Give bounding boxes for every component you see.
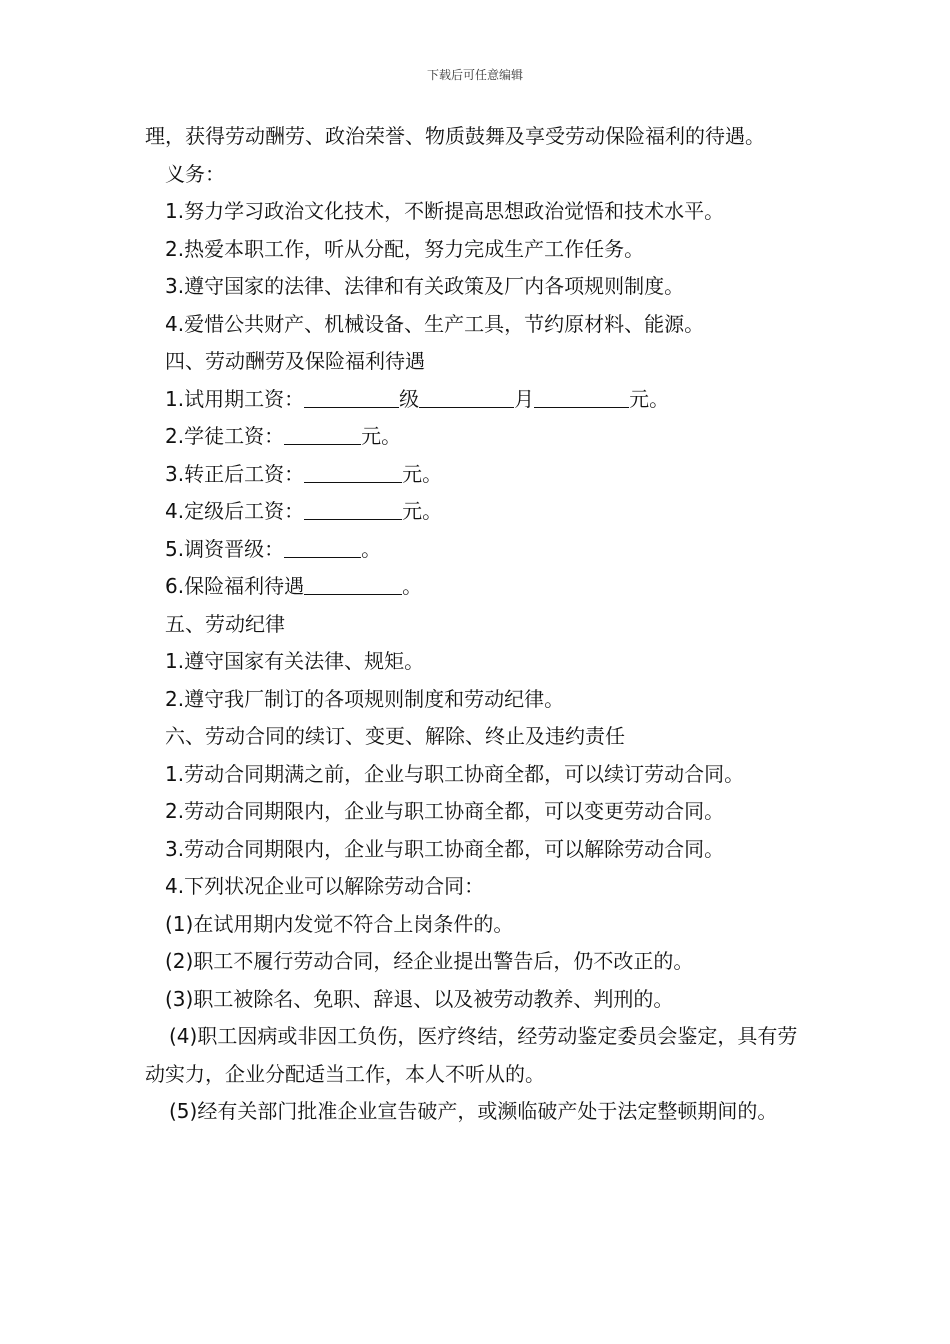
- wage-item-1-month: 月: [514, 386, 535, 411]
- document-body: [145, 118, 810, 1131]
- termination-case-3: (3)职工被除名、免职、辞退、以及被劳动教养、判刑的。: [165, 986, 674, 1011]
- fill-blank[interactable]: [304, 499, 402, 520]
- fill-blank[interactable]: [534, 387, 629, 408]
- section-heading-5: 五、劳动纪律: [165, 611, 285, 636]
- wage-item-5: [145, 531, 810, 569]
- discipline-item-2: 2.遵守我厂制订的各项规则制度和劳动纪律。: [165, 686, 565, 711]
- termination-case-2: (2)职工不履行劳动合同，经企业提出警告后，仍不改正的。: [165, 949, 694, 973]
- wage-item-5-label: 5.调资晋级：: [165, 536, 285, 561]
- obligation-item-4: 4.爱惜公共财产、机械设备、生产工具，节约原材料、能源。: [165, 311, 705, 336]
- wage-item-3-label: 3.转正后工资：: [165, 461, 305, 486]
- fill-blank[interactable]: [284, 424, 361, 445]
- contract-item-2: 2.劳动合同期限内，企业与职工协商全都，可以变更劳动合同。: [165, 799, 725, 823]
- wage-item-1-label: 1.试用期工资：: [165, 386, 305, 411]
- wage-item-2-label: 2.学徒工资：: [165, 424, 285, 448]
- wage-item-1: [145, 381, 810, 419]
- termination-case-1: (1)在试用期内发觉不符合上岗条件的。: [165, 911, 514, 936]
- termination-case-5: (5)经有关部门批准企业宣告破产，或濒临破产处于法定整顿期间的。: [169, 1099, 778, 1123]
- contract-item-3: 3.劳动合同期限内，企业与职工协商全都，可以解除劳动合同。: [165, 836, 725, 861]
- wage-item-4: [145, 493, 810, 531]
- heading-obligations: 义务：: [165, 161, 225, 186]
- obligation-item-2: 2.热爱本职工作，听从分配，努力完成生产工作任务。: [165, 236, 645, 261]
- fill-blank[interactable]: [304, 574, 402, 595]
- wage-item-4-unit: 元。: [402, 499, 443, 523]
- wage-item-6-label: 6.保险福利待遇: [165, 574, 305, 598]
- wage-item-1-unit: 元。: [629, 386, 670, 411]
- contract-item-4: 4.下列状况企业可以解除劳动合同：: [165, 874, 485, 898]
- wage-item-1-level: 级: [399, 386, 420, 411]
- obligation-item-3: 3.遵守国家的法律、法律和有关政策及厂内各项规则制度。: [165, 274, 685, 298]
- wage-item-5-end: 。: [361, 536, 382, 561]
- section-heading-6: 六、劳动合同的续订、变更、解除、终止及违约责任: [165, 724, 625, 748]
- fill-blank[interactable]: [304, 462, 402, 483]
- fill-blank[interactable]: [304, 387, 399, 408]
- fill-blank[interactable]: [419, 387, 514, 408]
- contract-item-1: 1.劳动合同期满之前，企业与职工协商全都，可以续订劳动合同。: [165, 761, 745, 786]
- wage-item-4-label: 4.定级后工资：: [165, 499, 305, 523]
- wage-item-2-unit: 元。: [361, 424, 402, 448]
- wage-item-6: [145, 568, 810, 606]
- fill-blank[interactable]: [284, 537, 361, 558]
- obligation-item-1: 1.努力学习政治文化技术，不断提高思想政治觉悟和技术水平。: [165, 199, 725, 223]
- wage-item-3: [145, 456, 810, 494]
- wage-item-3-unit: 元。: [402, 461, 443, 486]
- section-heading-4: 四、劳动酬劳及保险福利待遇: [165, 349, 425, 373]
- discipline-item-1: 1.遵守国家有关法律、规矩。: [165, 649, 425, 673]
- wage-item-2: [145, 418, 810, 456]
- paragraph-rights-continued: 理，获得劳动酬劳、政治荣誉、物质鼓舞及享受劳动保险福利的待遇。: [145, 124, 765, 148]
- wage-item-6-end: 。: [402, 574, 423, 598]
- page-header: 下载后可任意编辑: [426, 68, 523, 82]
- termination-case-4: (4)职工因病或非因工负伤，医疗终结，经劳动鉴定委员会鉴定，具有劳动实力，企业分配适当工作，本人不听从的。: [145, 1024, 798, 1086]
